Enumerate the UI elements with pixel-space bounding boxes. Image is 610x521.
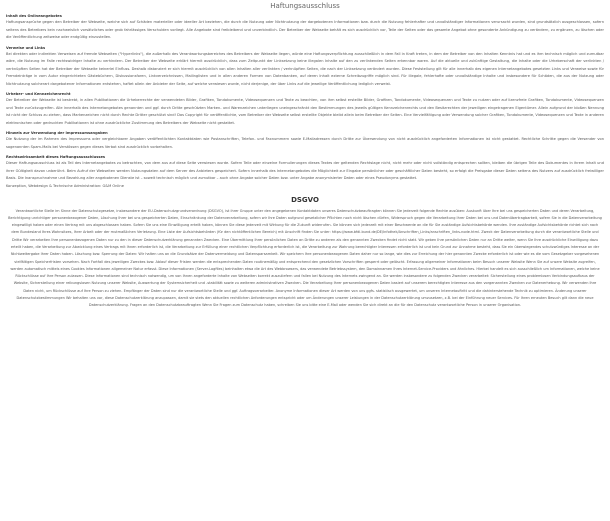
dsgvo-title: DSGVO [291,195,319,204]
page-title: Haftungsausschluss [270,2,340,10]
section-heading-validity: Rechtswirksamkeit dieses Haftungsausschlusses [6,155,106,159]
section-text-links: Bei direkten oder indirekten Verweisen auf fremde Webseiten ("Hyperlinks"), die außerhalb des Verantwortungsbereiches des Betreibers der Webseite liegen, würde eine Haftungsverpflichtung ausschließlich in dem Fall in Kraft treten, in dem der Betreiber von den Inhalten Kenntnis hat und es ihm technisch möglich und zumutbar wäre, die Nutzung im Falle rechtswidriger Inhalte zu verhindern. Der Betreiber der Webseite erklärt hiermit ausdrücklich, dass zum Zeitpunkt der Linksetzung keine illegalen Inhalte auf den zu verlinkenden Seiten erkennbar waren. Auf die aktuelle und zukünftige Gestaltung, die Inhalte oder die Urheberschaft der verlinkten / verknüpften Seiten hat der Betreiber der Webseite keinerlei Einfluss. Deshalb distanziert er sich hiermit ausdrücklich von allen Inhalten aller verlinkten / verknüpften Seiten, die nach der Linksetzung verändert wurden. Diese Feststellung gilt für alle innerhalb des eigenen Internetangebotes gesetzten Links und Verweise sowie für Fremdeinträge in vom Autor eingerichteten Gästebüchern, Diskussionsforen, Linkverzeichnissen, Mailinglisten und in allen anderen Formen von Datenbanken, auf deren Inhalt externe Schreibzugriffe möglich sind. Für illegale, fehlerhafte oder unvollständige Inhalte und insbesondere für Schäden, die aus der Nutzung oder Nichtnutzung solcherart dargebotener Informationen entstehen, haftet allein der Anbieter der Seite, auf welche verwiesen wurde, nicht derjenige, der über Links auf die jeweilige Veröffentlichung lediglich verweist. [6,51,604,86]
dsgvo-text: Verantwortliche Stelle im Sinne der Datenschutzgesetze, insbesondere der EU-Datenschutzgrundverordnung (DSGVO), ist ihrer Gruppe unter den angegebenen Kontaktdaten unseres Datenschutzbeauftragten können Sie jederzeit folgende Rechte ausüben: Auskunft über Ihre bei uns gespeicherten Daten und deren Verarbeitung, Berichtigung unrichtiger personenbezogener Daten, Löschung Ihrer bei uns gespeicherten Daten, Einschränkung der Datenverarbeitung, sofern wir Ihre Daten aufgrund gesetzlicher Pflichten noch nicht löschen dürfen, Widerspruch gegen die Verarbeitung Ihrer Daten bei uns und Datenübertragbarkeit, sofern Sie in die Datenverarbeitung eingewilligt haben oder einen Vertrag mit uns abgeschlossen haben. Sofern Sie uns eine Einwilligung erteilt haben, können Sie diese jederzeit mit Wirkung für die Zukunft widerrufen. Sie können sich jederzeit mit einer Beschwerde an die für Sie zuständige Aufsichtsbehörde wenden. Ihre zuständige Aufsichtsbehörde richtet sich nach dem Bundesland Ihres Wohnsitzes, Ihrer Arbeit oder der mutmaßlichen Verletzung. Eine Liste der Aufsichtsbehörden (für den nichtöffentlichen Bereich) mit Anschrift finden Sie unter: https://www.bfdi.bund.de/DE/Infothek/Anschriften_Links/anschriften_links-node.html. Zweck der Datenverarbeitung durch die verantwortliche Stelle und Dritte Wir verarbeiten Ihre personenbezogenen Daten nur zu den in dieser Datenschutzerklärung genannten Zwecken. Eine Übermittlung Ihrer persönlichen Daten an Dritte zu anderen als den genannten Zwecken findet nicht statt. Wir geben Ihre persönlichen Daten nur an Dritte weiter, wenn Sie Ihre ausdrückliche Einwilligung dazu erteilt haben, die Verarbeitung zur Abwicklung eines Vertrags mit Ihnen erforderlich ist, die Verarbeitung zur Erfüllung einer rechtlichen Verpflichtung erforderlich ist, die Verarbeitung zur Wahrung berechtigter Interessen erforderlich ist und kein Grund zur Annahme besteht, dass Sie ein überwiegendes schutzwürdiges Interesse an der Nichtweitergabe Ihrer Daten haben. Löschung bzw. Sperrung der Daten: Wir halten uns an die Grundsätze der Datenvermeidung und Datensparsamkeit. Wir speichern Ihre personenbezogenen Daten daher nur so lange, wie dies zur Erreichung der hier genannten Zwecke erforderlich ist oder wie es die vom Gesetzgeber vorgesehenen vielfältigen Speicherfristen vorsehen. Nach Fortfall des jeweiligen Zweckes bzw. Ablauf dieser Fristen werden die entsprechenden Daten routinemäßig und entsprechend den gesetzlichen Vorschriften gesperrt oder gelöscht. Erfassung allgemeiner Informationen beim Besuch unserer Website Wenn Sie auf unsere Website zugreifen, werden automatisch mittels eines Cookies Informationen allgemeiner Natur erfasst. Diese Informationen (Server-Logfiles) beinhalten etwa die Art des Webbrowsers, das verwendete Betriebssystem, den Domainnamen Ihres Internet-Service-Providers und ähnliches. Hierbei handelt es sich ausschließlich um Informationen, welche keine Rückschlüsse auf Ihre Person zulassen. Diese Informationen sind technisch notwendig, um von Ihnen angeforderte Inhalte von Webseiten korrekt auszuliefern und fallen bei Nutzung des Internets zwingend an. Sie werden insbesondere zu folgenden Zwecken verarbeitet: Sicherstellung eines problemlosen Verbindungsaufbaus der Website, Sicherstellung einer reibungslosen Nutzung unserer Website, Auswertung der Systemsicherheit und -stabilität sowie zu weiteren administrativen Zwecken. Die Verarbeitung Ihrer personenbezogenen Daten basiert auf unserem berechtigten Interesse aus den vorgenannten Zwecken zur Datenerhebung. Wir verwenden Ihre Daten nicht, um Rückschlüsse auf Ihre Person zu ziehen. Empfänger der Daten sind nur die verantwortliche Stelle und ggf. Auftragsverarbeiter. Anonyme Informationen dieser Art werden von uns ggfs. statistisch ausgewertet, um unseren Internetauftritt und die dahinterstehende Technik zu optimieren. Änderung unserer Datenschutzbestimmungen Wir behalten uns vor, diese Datenschutzerklärung anzupassen, damit sie stets den aktuellen rechtlichen Anforderungen entspricht oder um Änderungen unserer Leistungen in der Datenschutzerklärung umzusetzen, z.B. bei der Einführung neuer Services. Für Ihren erneuten Besuch gilt dann die neue Datenschutzerklärung. Fragen an den Datenschutzbeauftragten Wenn Sie Fragen zum Datenschutz haben, schreiben Sie uns bitte eine E-Mail oder wenden Sie sich direkt an die für den Datenschutz verantwortliche Person in unserer Organisation. [8,208,602,308]
section-text-content: Haftungsansprüche gegen den Betreiber der Webseite, welche sich auf Schäden materieller oder ideeller Art beziehen, die durch die Nutzung oder Nichtnutzung der dargebotenen Informationen bzw. durch die Nutzung fehlerhafter und unvollständiger Informationen verursacht wurden, sind grundsätzlich ausgeschlossen, sofern seitens des Betreibers kein nachweislich vorsätzliches oder grob fahrlässiges Verschulden vorliegt. Alle Angebote sind freibleibend und unverbindlich. Der Betreiber der Webseite behält es sich ausdrücklich vor, Teile der Seiten oder das gesamte Angebot ohne gesonderte Ankündigung zu verändern, zu ergänzen, zu löschen oder die Veröffentlichung zeitweise oder endgültig einzustellen. [6,20,604,39]
section-text-validity: Dieser Haftungsausschluss ist als Teil des Internetangebotes zu betrachten, von dem aus auf diese Seite verwiesen wurde. Sofern Teile oder einzelne Formulierungen dieses Textes der geltenden Rechtslage nicht, nicht mehr oder nicht vollständig entsprechen sollten, bleiben die übrigen Teile des Dokumentes in ihrem Inhalt und ihrer Gültigkeit davon unberührt. Beim Aufruf der Webseiten werden Nutzungsdaten auf dem Server des Anbieters gespeichert. Sofern innerhalb des Internetangebotes die Möglichkeit zur Eingabe persönlicher oder geschäftlicher Daten besteht, so erfolgt die Preisgabe dieser Daten seitens des Nutzers auf ausdrücklich freiwilliger Basis. Die Inanspruchnahme und Bezahlung aller angebotenen Dienste ist – soweit technisch möglich und zumutbar – auch ohne Angabe solcher Daten bzw. unter Angabe anonymisierter Daten oder eines Pseudonyms gestattet. [6,161,604,180]
section-heading-imprint: Hinweis zur Verwendung der Impressumsangaben [6,131,108,135]
section-text-imprint: Die Nutzung der im Rahmen des Impressums oder vergleichbarer Angaben veröffentlichten Kontaktdaten wie Postanschriften, Telefon- und Faxnummern sowie E-Mailadressen durch Dritte zur Übersendung von nicht ausdrücklich angeforderten Informationen ist nicht gestattet. Rechtliche Schritte gegen die Versender von sogenannten Spam-Mails bei Verstössen gegen dieses Verbot sind ausdrücklich vorbehalten. [6,137,604,149]
credits-line: Konzeption, Webdesign & Technische Administration: G&M Online [6,183,124,188]
section-text-copyright: Der Betreiber der Webseite ist bestrebt, in allen Publikationen die Urheberrechte der verwendeten Bilder, Grafiken, Tondokumente, Videosequenzen und Texte zu beachten, von ihm selbst erstellte Bilder, Grafiken, Tondokumente, Videosequenzen und Texte zu nutzen oder auf lizenzfreie Grafiken, Tondokumente, Videosequenzen und Texte zurückzugreifen. Alle innerhalb des Internetangebotes genannten und ggf. durch Dritte geschützten Marken- und Warenzeichen unterliegen uneingeschränkt den Bestimmungen des jeweils gültigen Kennzeichenrechts und den Besitzrechten der jeweiligen eingetragenen Eigentümer. Allein aufgrund der bloßen Nennung ist nicht der Schluss zu ziehen, dass Markenzeichen nicht durch Rechte Dritter geschützt sind! Das Copyright für veröffentlichte, vom Betreiber der Webseite selbst erstellte Objekte bleibt allein beim Betreiber der Seiten. Eine Vervielfältigung oder Verwendung solcher Grafiken, Tondokumente, Videosequenzen und Texte in anderen elektronischen oder gedruckten Publikationen ist ohne ausdrückliche Zustimmung des Betreibers der Webseite nicht gestattet. [6,98,604,125]
section-heading-links: Verweise und Links [6,45,46,50]
section-heading-copyright: Urheber- und Kennzeichenrecht [6,92,71,96]
section-heading-content: Inhalt des Onlineangebotes [6,14,62,18]
